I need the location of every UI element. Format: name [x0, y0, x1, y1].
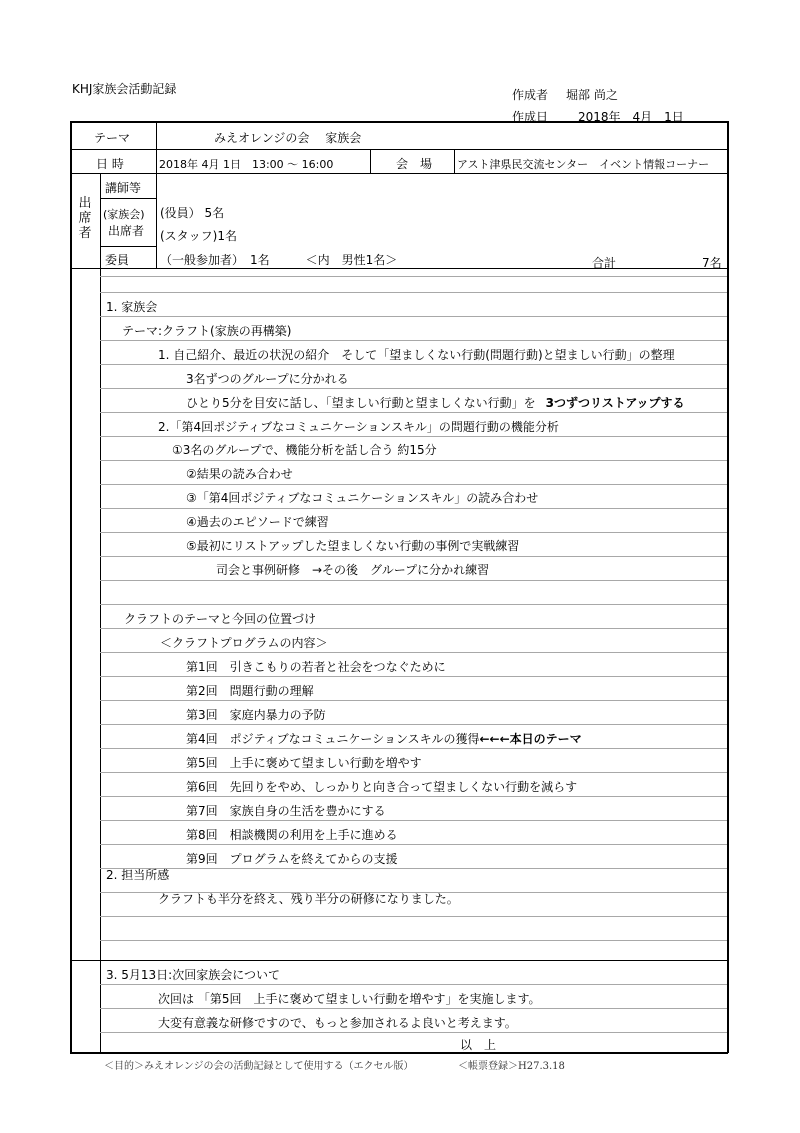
grid-line: [100, 796, 727, 797]
body-line-text: 司会と事例研修 →その後 グループに分かれ練習: [216, 563, 490, 577]
grid-line: [100, 532, 727, 533]
grid-line: [100, 700, 727, 701]
body-line: [158, 1014, 517, 1031]
body-line: [186, 537, 519, 554]
grid-line: [100, 676, 727, 677]
table-bottom-border: [70, 1052, 728, 1054]
attendance-staff: (スタッフ)1名: [160, 229, 237, 243]
attendance-general: （一般参加者） 1名 ＜内 男性1名＞: [160, 253, 398, 267]
body-left-gutter: [100, 268, 101, 1052]
body-line: [186, 465, 293, 482]
body-line-text: 3. 5月13日:次回家族会について: [106, 968, 280, 982]
grid-line: [100, 940, 727, 941]
col-divider: [100, 173, 101, 268]
table-right-border: [727, 121, 729, 1053]
grid-line: [100, 556, 727, 557]
col-divider: [370, 149, 371, 173]
datetime-value: 2018年 4月 1日 13:00 ～ 16:00: [159, 158, 334, 171]
body-line: [186, 513, 329, 530]
grid-line: [100, 1008, 727, 1009]
body-line-text: 第9回 プログラムを終えてからの支援: [186, 852, 398, 866]
attendance-row-lecturers: 講師等: [105, 181, 142, 195]
grid-line: [100, 772, 727, 773]
body-line-text: 2.「第4回ポジティブなコミュニケーションスキル」の問題行動の機能分析: [158, 420, 559, 434]
body-line-text: 第3回 家庭内暴力の予防: [186, 708, 326, 722]
row-divider: [100, 246, 156, 247]
body-line-text: 第7回 家族自身の生活を豊かにする: [186, 804, 386, 818]
body-line: [186, 706, 326, 723]
body-line-text: 2. 担当所感: [106, 868, 170, 882]
table-top-border: [70, 121, 728, 123]
grid-line: [100, 460, 727, 461]
grid-line: [100, 316, 727, 317]
body-line: [186, 682, 314, 699]
body-line: [106, 298, 157, 315]
table-left-border: [70, 121, 72, 1053]
body-line: [460, 1036, 496, 1053]
body-line-text: ⑤最初にリストアップした望ましくない行動の事例で実戦練習: [186, 539, 520, 553]
body-line-text: ④過去のエピソードで練習: [186, 515, 329, 529]
body-line-text: 1. 自己紹介、最近の状況の紹介 そして「望ましくない行動(問題行動)と望ましい行動」の整理: [158, 348, 675, 362]
grid-line: [100, 984, 727, 985]
venue-value: アスト津県民交流センター イベント情報コーナー: [457, 158, 710, 171]
body-line-text: ③「第4回ポジティブなコミュニケーションスキル」の読み合わせ: [186, 491, 539, 505]
body-line-text: ②結果の読み合わせ: [186, 467, 293, 481]
body-line: [186, 489, 538, 506]
body-line: [172, 441, 437, 458]
attendance-row-family-b: 出席者: [108, 224, 145, 238]
body-line: [106, 966, 280, 983]
attendance-group-label: 出席者: [78, 196, 92, 241]
body-line-text: ひとり5分を目安に話し、「望ましい行動と望ましくない行動」を: [186, 396, 536, 410]
author-name: 堀部 尚之: [566, 88, 618, 102]
body-line: [158, 346, 675, 363]
body-line: [186, 394, 685, 411]
grid-line: [100, 364, 727, 365]
body-line-text: クラフトも半分を終え、残り半分の研修になりました。: [158, 892, 459, 906]
attendance-total-label: 合計: [592, 256, 617, 270]
theme-label: テーマ: [94, 131, 131, 145]
body-line-text: 以 上: [460, 1038, 497, 1052]
footer-purpose: ＜目的＞みえオレンジの会の活動記録として使用する（エクセル版）: [104, 1061, 414, 1072]
body-line-text: ①3名のグループで、機能分析を話し合う 約15分: [172, 443, 437, 457]
body-line-text: 第1回 引きこもりの若者と社会をつなぐために: [186, 660, 446, 674]
author-label: 作成者: [512, 88, 549, 102]
attendance-officers: (役員） 5名: [160, 206, 225, 220]
row-divider: [100, 198, 156, 199]
body-line-text: クラフトのテーマと今回の位置づけ: [124, 612, 317, 626]
col-divider: [156, 121, 157, 268]
grid-line: [100, 604, 727, 605]
grid-line: [100, 820, 727, 821]
grid-line: [100, 388, 727, 389]
body-line: [186, 730, 582, 747]
attendance-row-committee: 委員: [105, 253, 130, 267]
body-line-text: 次回は 「第5回 上手に褒めて望ましい行動を増やす」を実施します。: [158, 992, 541, 1006]
body-line: [216, 561, 489, 578]
section-divider: [70, 960, 728, 961]
body-line: [122, 322, 291, 339]
row-divider: [70, 268, 728, 269]
grid-line: [100, 484, 727, 485]
body-line: [106, 866, 169, 883]
body-line: [124, 610, 316, 627]
body-line-text: テーマ:クラフト(家族の再構築): [122, 324, 292, 338]
grid-line: [100, 436, 727, 437]
body-line-emphasis: 3つずつリストアップする: [545, 396, 685, 410]
body-line: [158, 418, 559, 435]
grid-line: [100, 340, 727, 341]
body-line-text: 第8回 相談機関の利用を上手に進める: [186, 828, 398, 842]
grid-line: [100, 748, 727, 749]
body-line-emphasis: ←←←本日のテーマ: [479, 732, 582, 746]
row-divider: [70, 173, 728, 174]
grid-line: [100, 412, 727, 413]
theme-value: みえオレンジの会 家族会: [214, 131, 362, 145]
grid-line: [100, 292, 727, 293]
row-divider: [70, 149, 728, 150]
grid-line: [100, 652, 727, 653]
body-line-text: 大変有意義な研修ですので、もっと参加されるよ良いと考えます。: [158, 1016, 517, 1030]
body-line-text: 第4回 ポジティブなコミュニケーションスキルの獲得: [186, 732, 480, 746]
body-line-text: 第2回 問題行動の理解: [186, 684, 314, 698]
grid-line: [100, 844, 727, 845]
venue-label: 会 場: [396, 157, 433, 171]
datetime-label: 日 時: [96, 157, 124, 171]
grid-line: [100, 276, 727, 277]
body-line: [186, 802, 386, 819]
body-line-text: 第5回 上手に褒めて望ましい行動を増やす: [186, 756, 422, 770]
body-line-text: 1. 家族会: [106, 300, 158, 314]
footer-registration: ＜帳票登録＞H27.3.18: [458, 1061, 565, 1072]
body-line-text: ＜クラフトプログラムの内容＞: [160, 636, 328, 650]
body-line: [158, 890, 459, 907]
body-line: [186, 658, 446, 675]
grid-line: [100, 508, 727, 509]
document-title: KHJ家族会活動記録: [72, 82, 177, 96]
body-line: [160, 634, 328, 651]
created-date-label: 作成日: [512, 110, 549, 124]
grid-line: [100, 916, 727, 917]
body-line: [186, 778, 577, 795]
body-line: [186, 826, 398, 843]
grid-line: [100, 628, 727, 629]
body-line-text: 第6回 先回りをやめ、しっかりと向き合って望ましくない行動を減らす: [186, 780, 578, 794]
grid-line: [100, 724, 727, 725]
body-line: [186, 850, 398, 867]
attendance-row-family-a: (家族会): [103, 208, 145, 221]
body-line: [158, 990, 541, 1007]
grid-line: [100, 580, 727, 581]
body-line-text: 3名ずつのグループに分かれる: [186, 372, 349, 386]
created-date-value: 2018年 4月 1日: [578, 110, 684, 124]
grid-line: [100, 1032, 727, 1033]
body-line: [186, 370, 349, 387]
attendance-total-value: 7名: [702, 256, 722, 270]
grid-line: [100, 868, 727, 869]
col-divider: [454, 149, 455, 173]
body-line: [186, 754, 422, 771]
